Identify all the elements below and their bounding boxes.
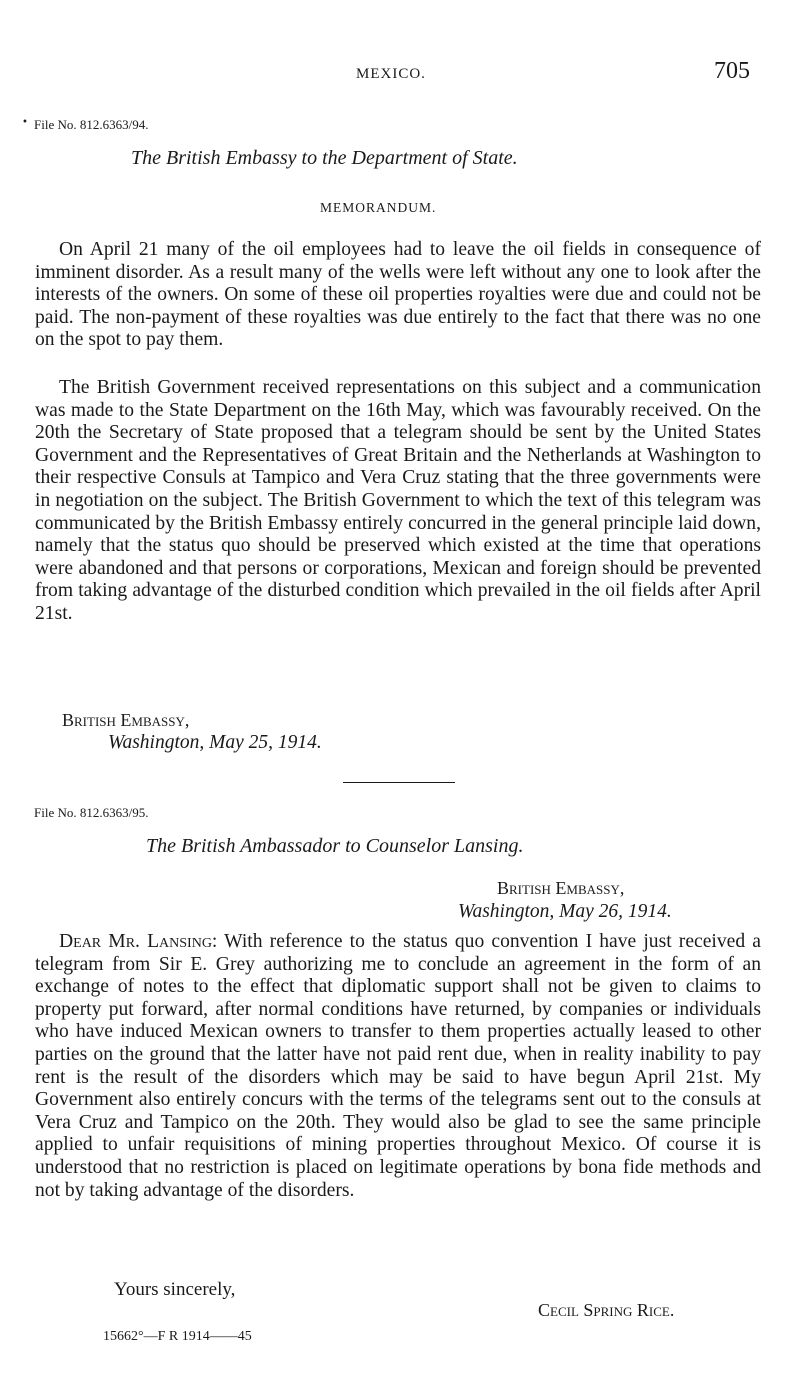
memo-paragraph-2: The British Government received representations on this subject and a communication was made to the State Department on the 16th May, which was favourably received. On the 20th the Secretary of State proposed that a telegram should be sent by the United States Government and the Representatives of Great Britain and the Netherlands at Washington to their respective Consuls at Tampico and Vera Cruz stating that the three governments were in negotiation on the subject. The British Government to which the text of this telegram was communicated by the British Embassy entirely concurred in the general principle laid down, namely that the status quo should be preserved which existed at the time that operations were abandoned and that persons or corporations, Mexican and foreign should be prevented from taking advantage of the disturbed condition which prevailed in the oil fields after April 21st. <box>35 377 761 624</box>
page-number: 705 <box>714 58 750 84</box>
letter-signature: Cecil Spring Rice. <box>538 1300 675 1320</box>
letter-closing: Yours sincerely, <box>114 1279 236 1300</box>
memo-signature-place: British Embassy, <box>62 710 190 730</box>
running-head: MEXICO. <box>356 66 426 82</box>
file-number-1: File No. 812.6363/94. <box>34 117 149 132</box>
file-number-2: File No. 812.6363/95. <box>34 805 149 820</box>
section-divider <box>343 782 455 783</box>
letter-body: Dear Mr. Lansing: With reference to the status quo convention I have just received a telegram from Sir E. Grey authorizing me to conclude an agreement in the form of an exchange of notes to the effect that diplomatic support shall not be given to claims to property put forward, after normal conditions have returned, by companies or individuals who have induced Mexican owners to transfer to them properties actually leased to other parties on the ground that the latter have not paid rent due, when in reality inability to pay rent is the result of the disorders which may be said to have begun April 21st. My Government also entirely concurs with the terms of the telegrams sent out to the consuls at Vera Cruz and Tampico on the 20th. They would also be glad to see the same principle applied to unfair requisitions of mining properties throughout Mexico. Of course it is understood that no restriction is placed on legitimate operations by bona fide methods and not by taking advantage of the disorders. <box>35 931 761 1201</box>
print-line: 15662°—F R 1914——45 <box>103 1329 252 1344</box>
letter-date: Washington, May 26, 1914. <box>458 901 672 922</box>
memo-paragraph-1: On April 21 many of the oil employees had to leave the oil fields in consequence of imminent disorder. As a result many of the wells were left without any one to look after the interests of the owners. On some of these oil properties royalties were due and could not be paid. The non-payment of these royalties was due entirely to the fact that there was no one on the spot to pay them. <box>35 239 761 351</box>
letter-place: British Embassy, <box>497 878 625 898</box>
memo-signature-date: Washington, May 25, 1914. <box>108 732 322 753</box>
salutation: Dear Mr. Lansing: <box>59 931 218 952</box>
memorandum-heading: MEMORANDUM. <box>320 200 437 215</box>
margin-bullet: • <box>22 117 28 128</box>
document-title-1: The British Embassy to the Department of State. <box>131 147 518 169</box>
document-title-2: The British Ambassador to Counselor Lansing. <box>146 835 524 857</box>
